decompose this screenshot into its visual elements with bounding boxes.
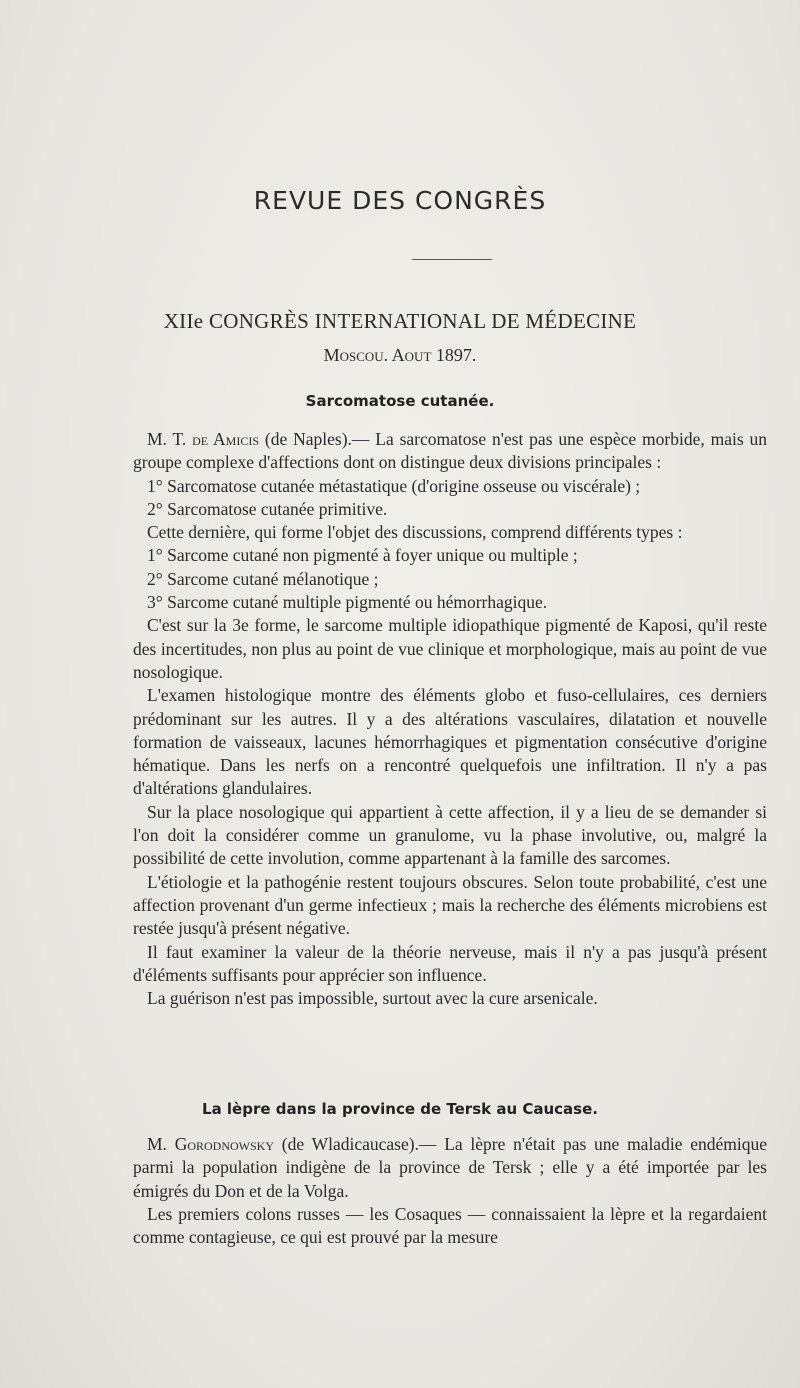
paragraph: C'est sur la 3e forme, le sarcome multiple idiopathique pigmenté de Kaposi, qu'il reste des incertitudes, non plus au point de vue clinique et morphologique, mais au point de vue nosologique. bbox=[133, 615, 767, 682]
list-item: 1° Sarcome cutané non pigmenté à foyer unique ou multiple ; bbox=[147, 545, 578, 566]
author-name: M. T. de Amicis bbox=[147, 429, 260, 449]
congress-title: XIIe CONGRÈS INTERNATIONAL DE MÉDECINE bbox=[163, 309, 637, 333]
paragraph: L'examen histologique montre des éléments globo et fuso-cellulaires, ces derniers prédominant sur les autres. Il y a des altérations vasculaires, dilatation et nouvelle formation de vaisseaux, lacunes hémorrhagiques et pigmentation consécutive d'origine hématique. Dans les nerfs on a rencontré quelquefois une infiltration. Il n'y a pas d'altérations glandulaires. bbox=[133, 685, 767, 799]
section-body-sarcomatose bbox=[133, 428, 767, 1010]
paragraph bbox=[133, 1133, 767, 1203]
congress-place-date: Moscou. Aout 1897. bbox=[323, 345, 477, 365]
section-body-lepre bbox=[133, 1133, 767, 1249]
author-name: M. Gorodnowsky bbox=[147, 1134, 275, 1154]
paragraph: Cette dernière, qui forme l'objet des discussions, comprend différents types : bbox=[147, 522, 683, 543]
paragraph: L'étiologie et la pathogénie restent toujours obscures. Selon toute probabilité, c'est une affection provenant d'un germe infectieux ; mais la recherche des éléments microbiens est restée jusqu'à présent négative. bbox=[133, 871, 767, 939]
paragraph: La guérison n'est pas impossible, surtout avec la cure arsenicale. bbox=[147, 988, 598, 1009]
section-title-lepre: La lèpre dans la province de Tersk au Caucase. bbox=[202, 1100, 598, 1118]
list-item: 1° Sarcomatose cutanée métastatique (d'origine osseuse ou viscérale) ; bbox=[147, 475, 641, 496]
paragraph-text: (de Naples).— La sarcomatose n'est pas une espèce morbide, mais un groupe complexe d'affections dont on distingue deux divisions principales : bbox=[133, 429, 768, 473]
paragraph bbox=[133, 428, 767, 475]
paragraph: Sur la place nosologique qui appartient à cette affection, il y a lieu de se demander si l'on doit la considérer comme un granulome, vu la phase involutive, ou, malgré la possibilité de cette involution, comme appartenant à la famille des sarcomes. bbox=[133, 801, 767, 869]
paragraph: Il faut examiner la valeur de la théorie nerveuse, mais il n'y a pas jusqu'à présent d'éléments suffisants pour apprécier son influence. bbox=[133, 941, 767, 985]
list-item: 2° Sarcome cutané mélanotique ; bbox=[147, 568, 379, 589]
list-item: 2° Sarcomatose cutanée primitive. bbox=[147, 498, 388, 519]
header-rule bbox=[412, 259, 492, 260]
paragraph-text: (de Wladicaucase).— La lèpre n'était pas une maladie endémique parmi la population indigène de la province de Tersk ; elle y a été importée par les émigrés du Don et de la Volga. bbox=[133, 1134, 767, 1201]
section-title-sarcomatose: Sarcomatose cutanée. bbox=[305, 392, 495, 410]
running-header: REVUE DES CONGRÈS bbox=[253, 186, 547, 215]
list-item: 3° Sarcome cutané multiple pigmenté ou hémorrhagique. bbox=[147, 592, 548, 613]
paragraph: Les premiers colons russes — les Cosaques — connaissaient la lèpre et la regardaient comme contagieuse, ce qui est prouvé par la mesure bbox=[133, 1203, 767, 1248]
